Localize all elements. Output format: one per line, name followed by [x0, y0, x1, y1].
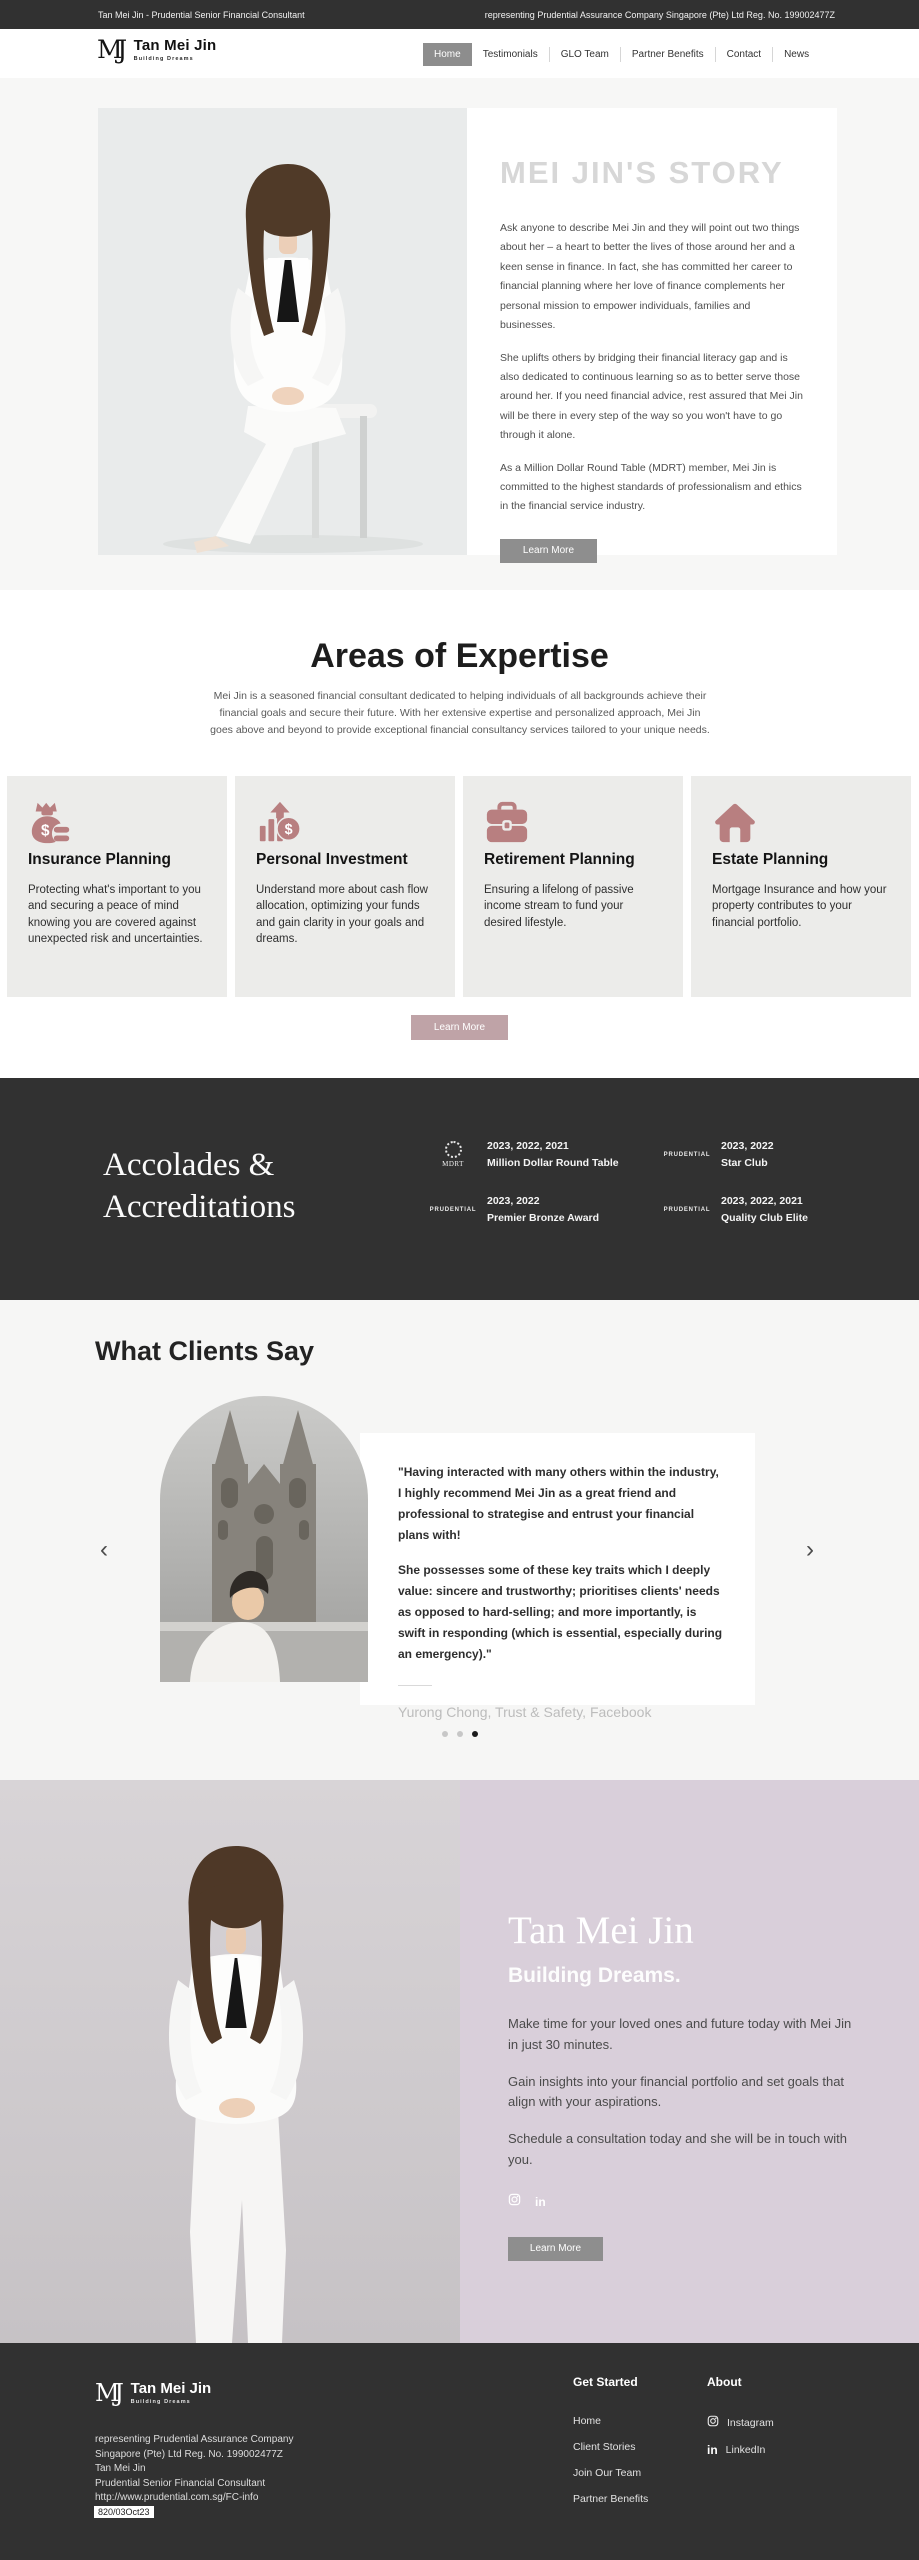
expertise-title: Areas of Expertise [310, 637, 609, 675]
testimonials-title: What Clients Say [95, 1336, 315, 1366]
nav-item-testimonials[interactable]: Testimonials [482, 49, 538, 60]
svg-text:$: $ [40, 822, 50, 840]
card-title: Retirement Planning [484, 851, 635, 868]
footer-about-column [707, 2375, 774, 2470]
footer-link-instagram[interactable]: Instagram [707, 2415, 774, 2430]
nav-item-news[interactable]: News [784, 49, 810, 60]
svg-text:$: $ [284, 822, 293, 839]
cta-social-links [508, 2193, 859, 2211]
briefcase-icon [484, 833, 530, 850]
linkedin-icon[interactable]: in [535, 2194, 546, 2209]
cta-paragraph: Make time for your loved ones and future today with Mei Jin in just 30 minutes. [508, 2016, 852, 2052]
carousel-next-arrow[interactable]: › [806, 1536, 814, 1563]
topbar-company-text: representing Prudential Assurance Company Singapore (Pte) Ltd Reg. No. 199002477Z [484, 10, 835, 20]
footer-link-partner-benefits[interactable]: Partner Benefits [573, 2493, 649, 2505]
client-photo [160, 1396, 368, 1682]
accolades-title [103, 1144, 295, 1228]
footer-fc-info-link[interactable]: http://www.prudential.com.sg/FC-info [95, 2492, 259, 2503]
footer-info-line: Singapore (Pte) Ltd Reg. No. 199002477Z [95, 2448, 283, 2460]
footer-get-started-column [573, 2375, 648, 2519]
awards-grid [425, 1140, 893, 1224]
award-name: Premier Bronze Award [487, 1212, 600, 1224]
prudential-logo-icon: PRUDENTIAL [663, 1151, 711, 1158]
brand-monogram: MJ [95, 2378, 119, 2407]
instagram-icon[interactable] [508, 2193, 521, 2211]
cta-name: Tan Mei Jin [508, 1909, 694, 1952]
story-heading: MEI JIN'S STORY [500, 155, 784, 190]
testimonials-section [0, 1300, 919, 1780]
accolades-title-line1: Accolades & [103, 1147, 275, 1183]
award-star-club [659, 1140, 893, 1169]
award-name: Quality Club Elite [721, 1212, 808, 1224]
testimonial-attribution: Yurong Chong, Trust & Safety, Facebook [398, 1704, 652, 1720]
nav-menu [423, 43, 820, 66]
expertise-cards [7, 776, 911, 997]
mdrt-logo-icon: MDRT [425, 1141, 481, 1168]
topbar-consultant-text: Tan Mei Jin - Prudential Senior Financial Consultant [98, 10, 305, 20]
card-title: Personal Investment [256, 851, 408, 868]
cta-section [0, 1780, 919, 2343]
footer-info-line: Prudential Senior Financial Consultant [95, 2477, 266, 2489]
brand-tagline: Building Dreams [133, 56, 194, 62]
card-personal-investment [235, 776, 455, 997]
nav-item-partner-benefits[interactable]: Partner Benefits [631, 49, 704, 60]
footer-link-join-our-team[interactable]: Join Our Team [573, 2467, 642, 2479]
footer-brand-name: Tan Mei Jin [130, 2380, 212, 2397]
brand-name: Tan Mei Jin [133, 37, 217, 54]
footer-link-client-stories[interactable]: Client Stories [573, 2441, 636, 2453]
money-bag-icon [28, 822, 74, 850]
carousel-dot-active[interactable] [472, 1731, 478, 1737]
award-years: 2023, 2022, 2021 [721, 1195, 803, 1207]
footer-brand-logo[interactable] [95, 2380, 211, 2405]
award-name: Million Dollar Round Table [487, 1157, 619, 1169]
award-name: Star Club [721, 1157, 768, 1169]
carousel-dot[interactable] [442, 1731, 448, 1737]
expertise-intro: Mei Jin is a seasoned financial consultant dedicated to helping individuals of all backgrounds achieve their financial goals and secure their future. With her extensive expertise and personalized approach, Mei Jin goes above and beyond to provide exceptional financial consultancy services tailored to your unique needs. [210, 690, 710, 736]
award-years: 2023, 2022 [721, 1140, 774, 1152]
award-mdrt [425, 1140, 659, 1169]
footer-info-line: representing Prudential Assurance Company [95, 2434, 294, 2445]
hero-section [0, 78, 919, 590]
award-quality-club-elite [659, 1195, 893, 1224]
expertise-section [0, 590, 919, 1078]
carousel-prev-arrow[interactable]: ‹ [100, 1536, 108, 1563]
footer-brand-tagline: Building Dreams [130, 2399, 191, 2405]
carousel-dot[interactable] [457, 1731, 463, 1737]
footer-info-line: Tan Mei Jin [95, 2463, 146, 2474]
nav-item-contact[interactable]: Contact [726, 49, 762, 60]
prudential-logo-icon: PRUDENTIAL [663, 1206, 711, 1213]
linkedin-icon: in [707, 2443, 718, 2457]
footer-info-block [95, 2433, 293, 2506]
footer-column-title: Get Started [573, 2375, 638, 2389]
card-body: Understand more about cash flow allocation, optimizing your funds and gain clarity in your goals and dreams. [256, 884, 428, 945]
expertise-learn-more-button[interactable]: Learn More [411, 1015, 508, 1040]
cta-tagline: Building Dreams. [508, 1964, 681, 1987]
story-learn-more-button[interactable]: Learn More [500, 539, 597, 563]
card-retirement-planning [463, 776, 683, 997]
testimonial-card [360, 1433, 755, 1720]
card-estate-planning [691, 776, 911, 997]
footer [0, 2343, 919, 2560]
nav-item-glo-team[interactable]: GLO Team [560, 49, 609, 60]
header-nav [0, 29, 919, 78]
quote-divider [398, 1685, 432, 1686]
carousel-dots [0, 1731, 919, 1737]
nav-item-home[interactable]: Home [423, 43, 472, 66]
accolades-title-line2: Accreditations [103, 1189, 296, 1226]
house-icon [712, 833, 758, 850]
cta-paragraph: Gain insights into your financial portfolio and set goals that align with your aspirations. [508, 2073, 845, 2110]
brand-logo[interactable] [97, 37, 216, 62]
card-title: Estate Planning [712, 851, 829, 868]
story-paragraph: As a Million Dollar Round Table (MDRT) member, Mei Jin is committed to the highest standards of professionalism and ethics in the financial service industry. [500, 461, 802, 513]
cta-paragraph: Schedule a consultation today and she will be in touch with you. [508, 2131, 847, 2167]
mei-jin-portrait-photo [98, 108, 467, 555]
story-panel [467, 108, 837, 555]
card-insurance-planning [7, 776, 227, 997]
card-body: Ensuring a lifelong of passive income stream to fund your desired lifestyle. [484, 884, 634, 929]
award-premier-bronze [425, 1195, 659, 1224]
prudential-logo-icon: PRUDENTIAL [429, 1206, 477, 1213]
mdrt-wreath-icon [445, 1141, 462, 1158]
footer-link-home[interactable]: Home [573, 2415, 602, 2427]
brand-monogram: MJ [97, 35, 122, 64]
top-info-bar [0, 0, 919, 29]
story-paragraph: She uplifts others by bridging their financial literacy gap and is also dedicated to continuous learning so as to better serve those around her. If you need financial advice, rest assured that Mei Jin will be there in every step of the way so you won't have to go through it alone. [500, 351, 803, 442]
story-paragraph: Ask anyone to describe Mei Jin and they will point out two things about her – a heart to better the lives of those around her and a keen sense in finance. In fact, she has committed her career to financial planning where her love of finance complements her personal mission to empower individuals, families and businesses. [500, 222, 800, 332]
cta-learn-more-button[interactable]: Learn More [508, 2237, 603, 2261]
card-body: Mortgage Insurance and how your property contributes to your financial portfolio. [712, 884, 887, 929]
instagram-icon [707, 2415, 719, 2430]
testimonial-quote: She possesses some of these key traits which I deeply value: sincere and trustworthy; prioritises clients' needs as opposed to hard-selling; and more importantly, is swift in responding (which is essential, especially during an emergency)." [398, 1563, 723, 1661]
card-body: Protecting what's important to you and securing a peace of mind knowing you are covered against unexpected risk and uncertainties. [28, 884, 203, 945]
footer-link-linkedin[interactable]: in LinkedIn [707, 2443, 766, 2457]
card-title: Insurance Planning [28, 851, 171, 868]
cta-panel [460, 1780, 919, 2343]
accolades-section [0, 1078, 919, 1300]
award-years: 2023, 2022, 2021 [487, 1140, 569, 1152]
footer-compliance-badge: 820/03Oct23 [94, 2506, 154, 2518]
footer-column-title: About [707, 2375, 742, 2389]
award-years: 2023, 2022 [487, 1195, 540, 1207]
investment-chart-icon [256, 822, 302, 850]
testimonial-quote: "Having interacted with many others within the industry, I highly recommend Mei Jin as a great friend and professional to strategise and entrust your financial plans with! [398, 1465, 719, 1542]
mei-jin-standing-photo [0, 1780, 460, 2343]
